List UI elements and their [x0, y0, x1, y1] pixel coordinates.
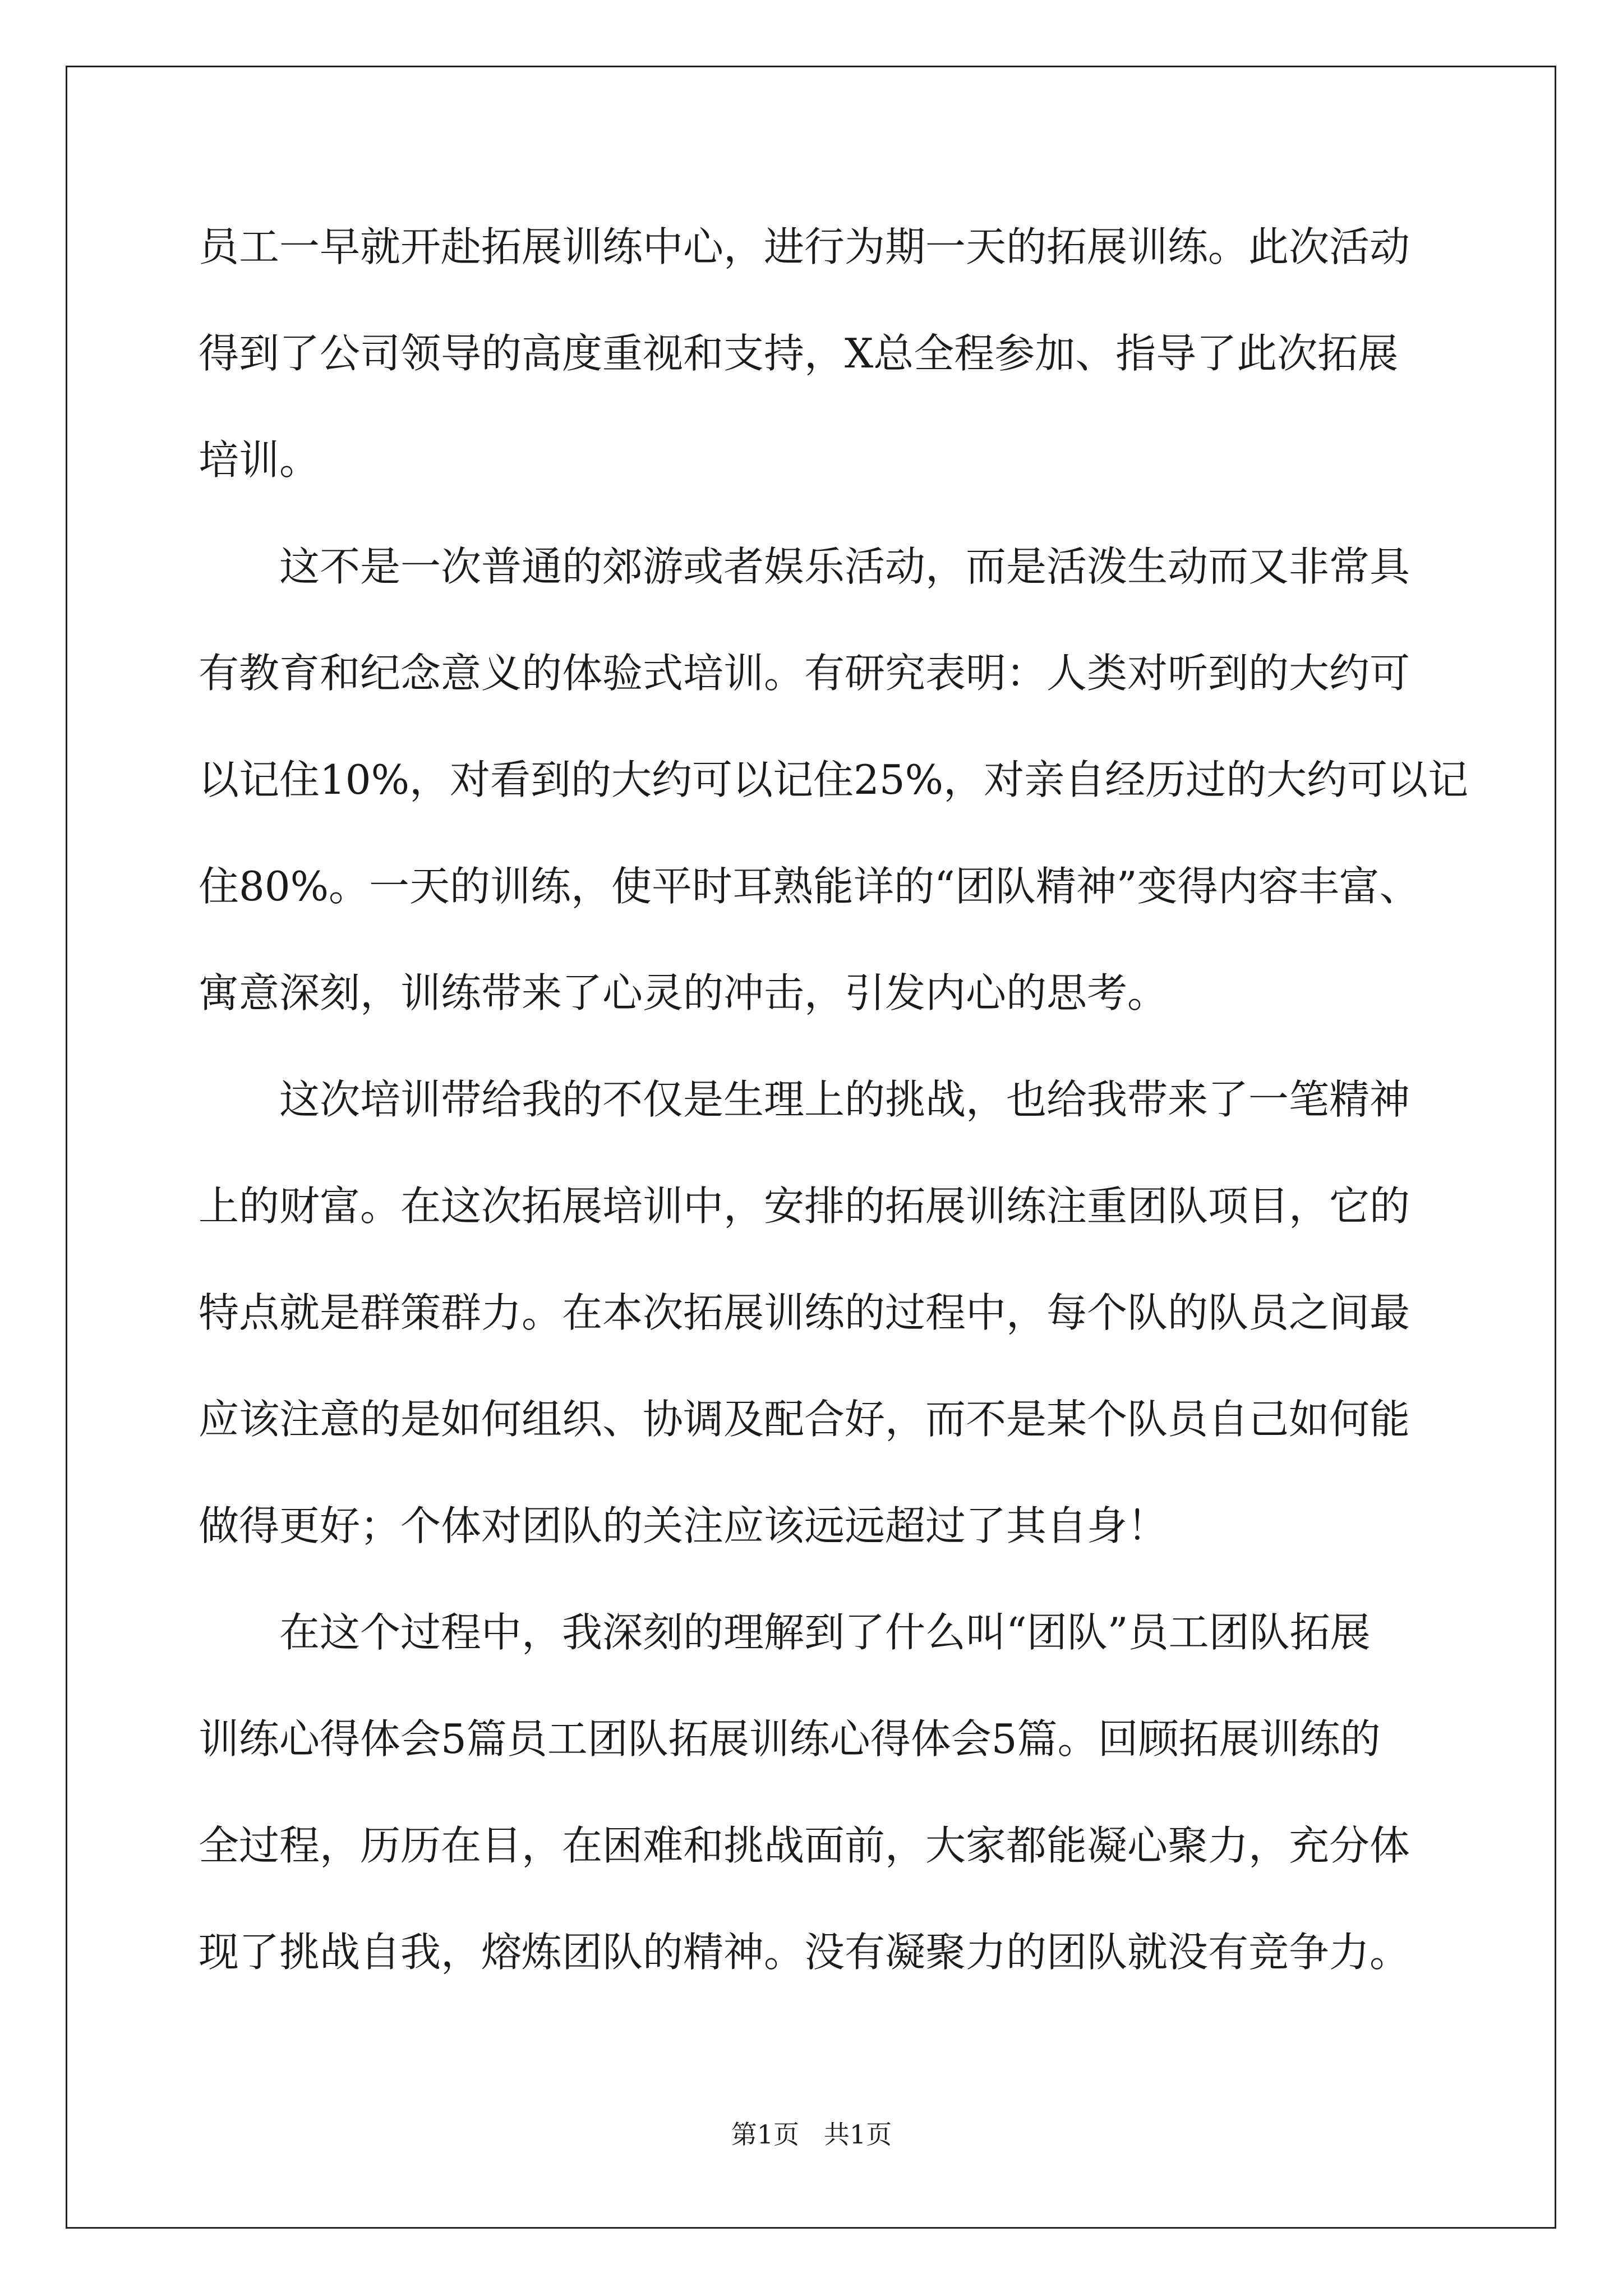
- paragraph-4-line-4: 现了挑战自我，熔炼团队的精神。没有凝聚力的团队就没有竞争力。: [199, 1929, 1410, 1976]
- paragraph-3-line-2: 上的财富。在这次拓展培训中，安排的拓展训练注重团队项目，它的: [199, 1182, 1410, 1230]
- paragraph-4-line-3: 全过程，历历在目，在困难和挑战面前，大家都能凝心聚力，充分体: [199, 1822, 1410, 1869]
- paragraph-1-line-3: 培训。: [199, 436, 320, 484]
- paragraph-2-line-1: 这不是一次普通的郊游或者娱乐活动，而是活泼生动而又非常具: [279, 543, 1410, 590]
- paragraph-3-line-4: 应该注意的是如何组织、协调及配合好，而不是某个队员自己如何能: [199, 1396, 1410, 1443]
- paragraph-3-line-3: 特点就是群策群力。在本次拓展训练的过程中，每个队的队员之间最: [199, 1289, 1410, 1336]
- paragraph-2-line-2: 有教育和纪念意义的体验式培训。有研究表明：人类对听到的大约可: [199, 650, 1410, 697]
- page-border: [66, 66, 1556, 2229]
- paragraph-2-line-3: 以记住10%，对看到的大约可以记住25%，对亲自经历过的大约可以记: [199, 756, 1469, 803]
- paragraph-2-line-5: 寓意深刻，训练带来了心灵的冲击，引发内心的思考。: [199, 969, 1168, 1016]
- paragraph-1-line-2: 得到了公司领导的高度重视和支持，X总全程参加、指导了此次拓展: [199, 330, 1399, 377]
- paragraph-4-line-1: 在这个过程中，我深刻的理解到了什么叫“团队”员工团队拓展: [279, 1609, 1371, 1656]
- paragraph-4-line-2: 训练心得体会5篇员工团队拓展训练心得体会5篇。回顾拓展训练的: [199, 1715, 1381, 1763]
- paragraph-3-line-1: 这次培训带给我的不仅是生理上的挑战，也给我带来了一笔精神: [279, 1076, 1410, 1123]
- paragraph-2-line-4: 住80%。一天的训练，使平时耳熟能详的“团队精神”变得内容丰富、: [199, 863, 1420, 910]
- paragraph-1-line-1: 员工一早就开赴拓展训练中心，进行为期一天的拓展训练。此次活动: [199, 223, 1410, 270]
- paragraph-3-line-5: 做得更好；个体对团队的关注应该远远超过了其自身！: [199, 1502, 1168, 1549]
- page-number-footer: 第1页 共1页: [731, 2119, 892, 2150]
